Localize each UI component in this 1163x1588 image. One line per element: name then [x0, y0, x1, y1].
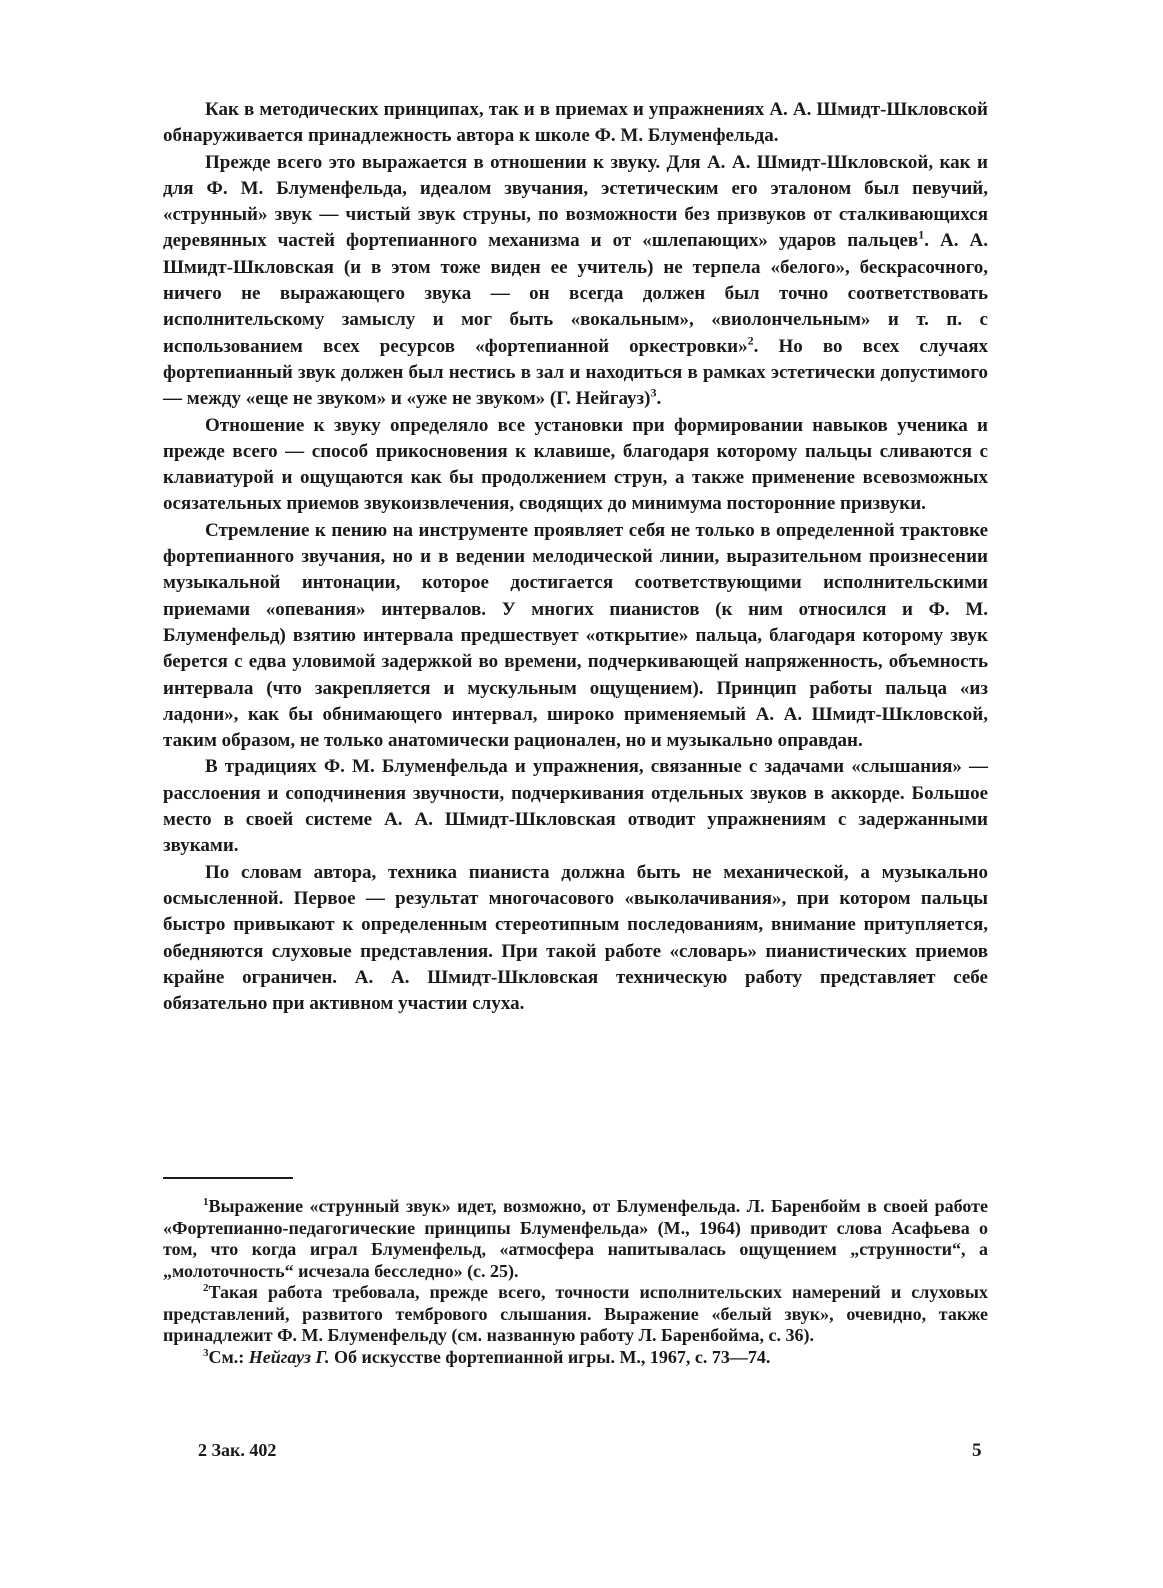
paragraph: Как в методических принципах, так и в приемах и упражнениях А. А. Шмидт-Шкловской обнаруживается принадлежность автора к школе Ф. М. Блуменфельда. [163, 99, 988, 147]
footnote [163, 1347, 988, 1369]
main-text [163, 97, 988, 1017]
paragraph: Стремление к пению на инструменте проявляет себя не только в определенной трактовке фортепианного звучания, но и в ведении мелодической линии, выразительном произнесении музыкальной интонации, которое достигается соответствующими исполнительскими приемами «опевания» интервалов. У многих пианистов (к ним относился и Ф. М. Блуменфельд) взятию интервала предшествует «открытие» пальца, благодаря которому звук берется с едва уловимой задержкой во времени, подчеркивающей напряженность, объемность интервала (что закрепляется и мускульным ощущением). Принцип работы пальца «из ладони», как бы обнимающего интервал, широко применяемый А. А. Шмидт-Шкловской, таким образом, не только анатомически рационален, но и музыкально оправдан. [163, 519, 988, 752]
page-number: 5 [972, 1440, 982, 1461]
paragraph-text: . Но во всех случаях фортепианный звук должен был нестись в зал и находиться в рамках эстетически допустимого — между «еще не звуком» и «уже не звуком» (Г. Нейгауз) [163, 335, 988, 410]
printer-signature: 2 Зак. 402 [198, 1440, 277, 1460]
footnote [163, 1282, 988, 1347]
footnote-mark: 3 [203, 1346, 209, 1359]
paragraph-text: . [656, 388, 662, 410]
paragraph-text: Прежде всего это выражается в отношении к звуку. Для А. А. Шмидт-Шкловской, как и для Ф. М. Блуменфельда, идеалом звучания, эстетическим его эталоном был певучий, «струнный» звук — чистый звук струны, по возможности без призвуков от сталкивающихся деревянных частей фортепианного механизма и от «шлепающих» ударов пальцев [163, 151, 988, 252]
footnote-text: Такая работа требовала, прежде всего, точности исполнительских намерений и слуховых представлений, развитого тембрового слышания. Выражение «белый звук», очевидно, также принадлежит Ф. М. Блуменфельду (см. названную работу Л. Баренбойма, с. 36). [163, 1282, 988, 1345]
footnote-mark: 2 [203, 1282, 209, 1294]
paragraph [163, 150, 988, 413]
paragraph: В традициях Ф. М. Блуменфельда и упражнения, связанные с задачами «слышания» — расслоения и соподчинения звучности, подчеркивания отдельных звуков в аккорде. Большое место в своей системе А. А. Шмидт-Шкловская отводит упражнениям с задержанными звуками. [163, 756, 988, 857]
footnote-text: Об искусстве фортепианной игры. М., 1967, с. 73—74. [333, 1346, 771, 1367]
paragraph: По словам автора, техника пианиста должна быть не механической, а музыкально осмысленной. Первое — результат многочасового «выколачивания», при котором пальцы быстро привыкают к определенным стереотипным последованиям, внимание притупляется, обедняются слуховые представления. При такой работе «словарь» пианистических приемов крайне ограничен. А. А. Шмидт-Шкловская техническую работу представляет себе обязательно при активном участии слуха. [163, 861, 988, 1015]
footnote-text: Выражение «струнный звук» идет, возможно, от Блуменфельда. Л. Баренбойм в своей работе «Фортепианно-педагогические принципы Блуменфельда» (М., 1964) приводит слова Асафьева о том, что когда играл Блуменфельд, «атмосфера напитывалась ощущением „струнности“, а „молоточность“ исчезала бесследно» (с. 25). [163, 1196, 988, 1281]
footnote-mark: 1 [203, 1196, 209, 1208]
paragraph: Отношение к звуку определяло все установки при формировании навыков ученика и прежде всего — способ прикосновения к клавише, благодаря которому пальцы сливаются с клавиатурой и ощущаются как бы продолжением струн, а также применение всевозможных осязательных приемов звукоизвлечения, сводящих до минимума посторонние призвуки. [163, 414, 988, 515]
footnote [163, 1196, 988, 1282]
footnote-divider [163, 1177, 293, 1179]
footnotes [163, 1196, 988, 1368]
footnote-prefix: См.: [208, 1346, 245, 1367]
paragraph-text: . А. А. Шмидт-Шкловская (и в этом тоже виден ее учитель) не терпела «белого», бескрасочного, ничего не выражающего звука — он всегда должен был точно соответствовать исполнительскому замыслу и мог быть «вокальным», «виолончельным» и т. п. с использованием всех ресурсов «фортепианной оркестровки» [163, 230, 989, 357]
footnote-ref: 2 [747, 333, 754, 348]
footnote-author: Нейгауз Г. [248, 1346, 330, 1367]
footnote-ref: 3 [650, 385, 657, 400]
footnote-ref: 1 [918, 228, 925, 243]
